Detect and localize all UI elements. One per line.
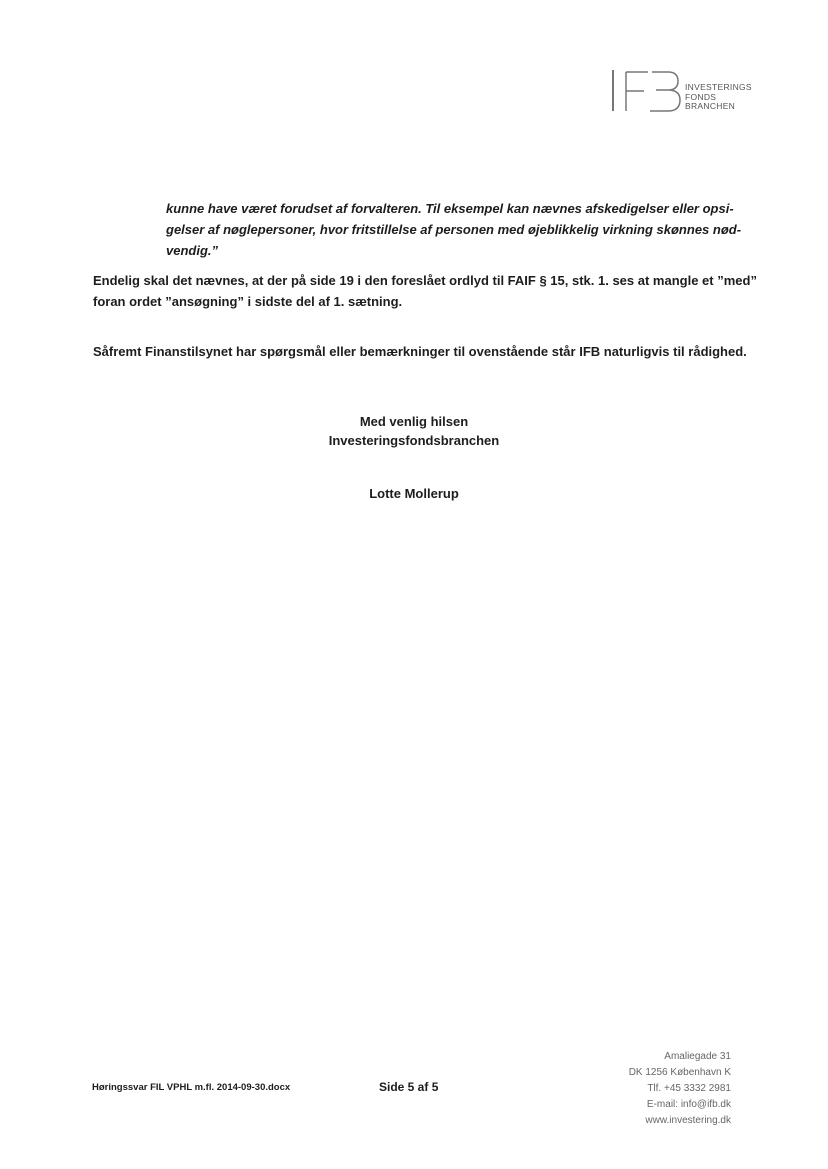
quote-line: gelser af nøglepersoner, hvor fritstillelse af personen med øjeblikkelig virkning skønnes nød-: [166, 222, 742, 237]
closing-greeting: Med venlig hilsen: [359, 414, 469, 429]
footer-page-number: Side 5 af 5: [379, 1080, 439, 1094]
address-website: www.investering.dk: [645, 1115, 731, 1126]
quote-line: vendig.”: [166, 243, 219, 258]
signer-name: Lotte Mollerup: [369, 486, 459, 501]
paragraph-line: Såfremt Finanstilsynet har spørgsmål eller bemærkninger til ovenstående står IFB naturligvis til rådighed.: [93, 344, 747, 359]
logo-line: INVESTERINGS: [685, 82, 752, 92]
ifb-logo-mark: [608, 68, 684, 116]
footer-address: [629, 1049, 731, 1129]
paragraph-contact: [93, 341, 753, 362]
address-street: Amaliegade 31: [664, 1051, 731, 1062]
logo-line: FONDS: [685, 91, 717, 102]
logo-line: BRANCHEN: [685, 101, 736, 111]
closing-organization: Investeringsfondsbranchen: [328, 433, 500, 448]
logo-wordmark: [685, 83, 752, 112]
paragraph-line: Endelig skal det nævnes, at der på side 19 i den foreslået ordlyd til FAIF § 15, stk. 1. ses at mangle et ”med”: [93, 273, 757, 288]
ifb-logo: [608, 68, 758, 116]
quoted-text: [166, 198, 742, 261]
address-email: E-mail: info@ifb.dk: [646, 1099, 731, 1110]
quote-line: kunne have været forudset af forvalteren. Til eksempel kan nævnes afskedigelser eller opsi-: [166, 201, 734, 216]
address-phone: Tlf. +45 3332 2981: [647, 1083, 731, 1094]
address-city: DK 1256 København K: [628, 1067, 731, 1078]
footer-filename: Høringssvar FIL VPHL m.fl. 2014-09-30.docx: [92, 1082, 291, 1093]
paragraph-line: foran ordet ”ansøgning” i sidste del af 1. sætning.: [93, 294, 403, 309]
paragraph-correction: [93, 270, 757, 312]
